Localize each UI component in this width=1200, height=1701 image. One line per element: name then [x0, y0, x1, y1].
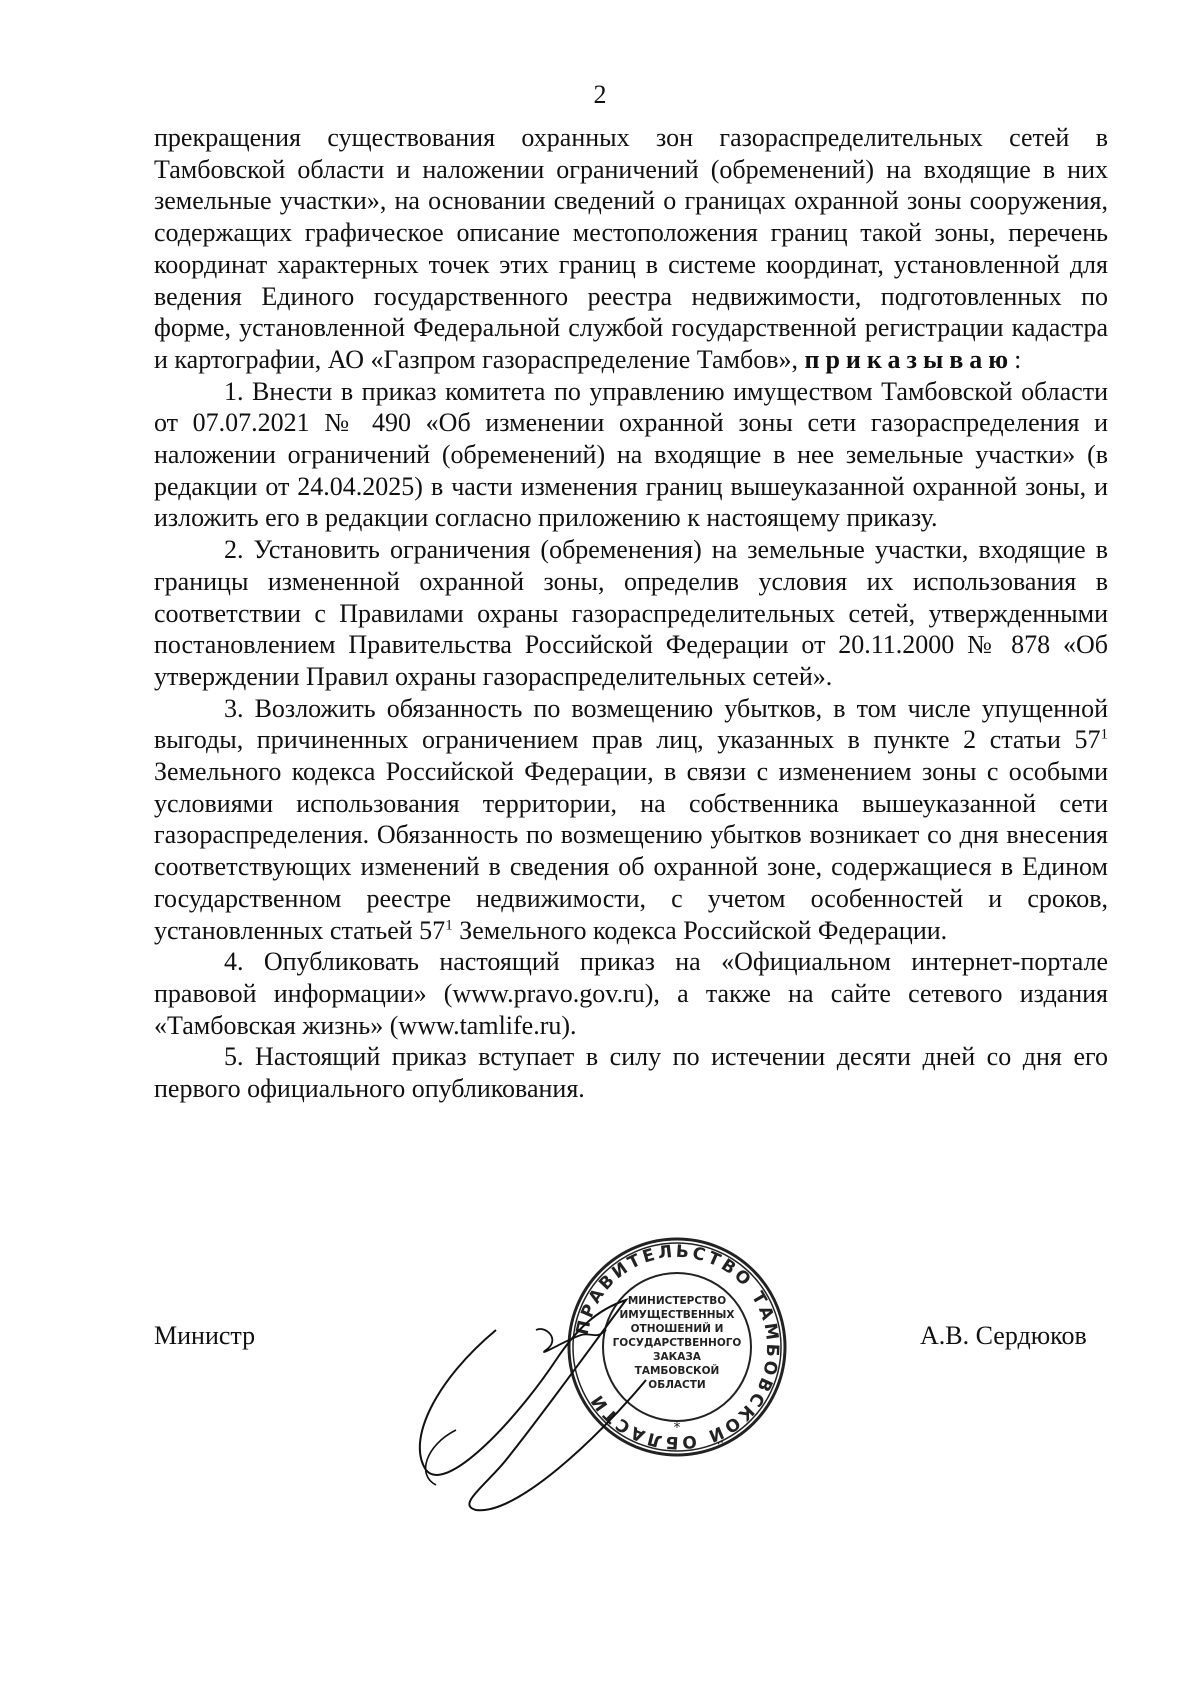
handwritten-signature [396, 1270, 666, 1520]
stamp-line: МИНИСТЕРСТВО [627, 1295, 727, 1307]
stamp-outer-text: ПРАВИТЕЛЬСТВО ТАМБОВСКОЙ ОБЛАСТИ [572, 1241, 783, 1453]
star-icon: * [673, 1420, 681, 1436]
clause-3-part-a: 3. Возложить обязанность по возмещению убытков, в том числе упущенной выгоды, причиненных ограничением прав лиц, указанных в пункте 2 статьи 57 [154, 693, 1108, 755]
clause-3 [154, 693, 1108, 947]
intro-paragraph [154, 122, 1108, 376]
clause-2: 2. Установить ограничения (обременения) на земельные участки, входящие в границы измененной охранной зоны, определив условия их использования в соответствии с Правилами охраны газораспределительных сетей, утвержденными постановлением Правительства Российской Федерации от 20.11.2000 № 878 «Об утверждении Правил охраны газораспределительных сетей». [154, 535, 1108, 691]
clause-5: 5. Настоящий приказ вступает в силу по истечении десяти дней со дня его первого официального опубликования. [154, 1042, 1108, 1104]
signatory-name: А.В. Сердюков [920, 1321, 1087, 1350]
clause-4: 4. Опубликовать настоящий приказ на «Официальном интернет-портале правовой информации» (www.pravo.gov.ru), а также на сайте сетевого издания «Тамбовская жизнь» (www.tamlife.ru). [154, 947, 1108, 1040]
clause-3-part-c: Земельного кодекса Российской Федерации. [452, 915, 948, 945]
page-number: 2 [593, 80, 607, 109]
stamp-line: ОТНОШЕНИЙ И [630, 1323, 724, 1335]
document-body [154, 122, 1108, 1105]
stamp-line: ТАМБОВСКОЙ [634, 1365, 720, 1377]
superscript: 1 [445, 916, 453, 933]
clause-3-part-b: Земельного кодекса Российской Федерации, в связи с изменением зоны с особыми условиями использования территории, на собственника вышеуказанной сети газораспределения. Обязанность по возмещению убытков возникает со дня внесения соответствующих изменений в сведения об охранной зоне, содержащиеся в Едином государственном реестре недвижимости, с учетом особенностей и сроков, установленных статьей 57 [154, 757, 1108, 945]
order-keyword: приказываю [804, 344, 1015, 374]
intro-colon: : [1014, 344, 1022, 374]
clause-1: 1. Внести в приказ комитета по управлению имуществом Тамбовской области от 07.07.2021 № 490 «Об изменении охранной зоны сети газораспределения и наложении ограничений (обременений) на входящие в нее земельные участки» (в редакции от 24.04.2025) в части изменения границ вышеуказанной охранной зоны, и изложить его в редакции согласно приложению к настоящему приказу. [154, 376, 1108, 533]
signatory-title: Министр [154, 1321, 256, 1350]
superscript: 1 [1100, 726, 1108, 743]
stamp-line: ЗАКАЗА [653, 1351, 701, 1363]
stamp-line: ОБЛАСТИ [648, 1379, 706, 1391]
intro-text: прекращения существования охранных зон газораспределительных сетей в Тамбовской области и наложении ограничений (обременений) на входящие в них земельные участки», на основании сведений о границах охранной зоны сооружения, содержащих графическое описание местоположения границ такой зоны, перечень координат характерных точек этих границ в системе координат, установленной для ведения Единого государственного реестра недвижимости, подготовленных по форме, установленной Федеральной службой государственной регистрации кадастра и картографии, АО «Газпром газораспределение Тамбов», [154, 123, 1108, 374]
stamp-line: ГОСУДАРСТВЕННОГО [612, 1337, 742, 1349]
stamp-line: ИМУЩЕСТВЕННЫХ [619, 1309, 735, 1321]
